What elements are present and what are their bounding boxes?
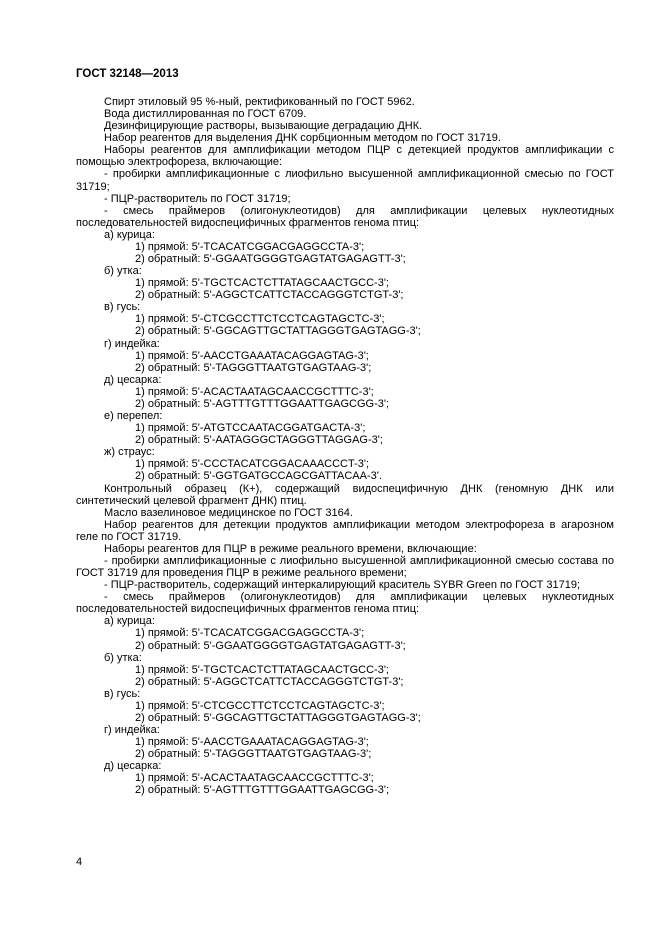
primer-line: 2) обратный: 5'-GGCAGTTGCTATTAGGGTGAGTAGG-3';: [135, 711, 421, 724]
species-label: д) цесарка:: [104, 373, 162, 386]
paragraph: Наборы реагентов для амплификации методом ПЦР с детекцией продуктов амплификации с помощью электрофореза, включающие:: [76, 144, 614, 169]
primer-line: 2) обратный: 5'-AGGCTCATTCTACCAGGGTCTGT-3';: [135, 289, 404, 302]
page-number: 4: [76, 856, 83, 868]
document-body: [76, 96, 614, 797]
primer-line: 2) обратный: 5'-GGCAGTTGCTATTAGGGTGAGTAGG-3';: [135, 325, 421, 338]
species-label: г) индейка:: [104, 337, 160, 350]
primer-line: 1) прямой: 5'-CTCGCCTTCTCCTCAGTAGCTC-3';: [135, 313, 385, 326]
paragraph: Набор реагентов для выделения ДНК сорбционным методом по ГОСТ 31719.: [104, 132, 501, 145]
paragraph: - ПЦР-растворитель по ГОСТ 31719;: [104, 192, 291, 205]
species-label: а) курица:: [104, 228, 155, 241]
paragraph: Дезинфицирующие растворы, вызывающие деградацию ДНК.: [104, 120, 423, 133]
species-label: б) утка:: [104, 265, 142, 278]
primer-line: 2) обратный: 5'-AATAGGGCTAGGGTTAGGAG-3';: [135, 434, 383, 447]
species-label: а) курица:: [104, 615, 155, 628]
paragraph: - пробирки амплификационные с лиофильно высушенной амплификационной смесью по ГОСТ 31719;: [76, 168, 614, 193]
primer-line: 2) обратный: 5'-AGTTTGTTTGGAATTGAGCGG-3';: [135, 784, 390, 797]
primer-line: 1) прямой: 5'-TCACATCGGACGAGGCCTA-3';: [135, 240, 365, 253]
primer-line: 2) обратный: 5'-GGAATGGGGTGAGTATGAGAGTT-3';: [135, 639, 406, 652]
paragraph: Наборы реагентов для ПЦР в режиме реального времени, включающие:: [104, 542, 477, 555]
primer-line: 2) обратный: 5'-AGGCTCATTCTACCAGGGTCTGT-3';: [135, 675, 404, 688]
paragraph: Контрольный образец (К+), содержащий видоспецифичную ДНК (геномную ДНК или синтетический целевой фрагмент ДНК) птиц.: [76, 482, 614, 507]
primer-line: 1) прямой: 5'-CCCTACATCGGACAAACCCT-3';: [135, 458, 370, 471]
primer-line: 1) прямой: 5'-AACCTGAAATACAGGAGTAG-3';: [135, 736, 369, 749]
species-label: в) гусь:: [104, 687, 141, 700]
primer-line: 1) прямой: 5'-CTCGCCTTCTCCTCAGTAGCTC-3';: [135, 699, 385, 712]
primer-line: 2) обратный: 5'-GGTGATGCCAGCGATTACAA-3'.: [135, 470, 382, 483]
primer-line: 1) прямой: 5'-TGCTCACTCTTATAGCAACTGCC-3';: [135, 277, 389, 290]
species-label: г) индейка:: [104, 724, 160, 737]
paragraph: - ПЦР-растворитель, содержащий интеркалирующий краситель SYBR Green по ГОСТ 31719;: [104, 579, 581, 592]
paragraph: Спирт этиловый 95 %-ный, ректификованный по ГОСТ 5962.: [104, 96, 415, 108]
species-label: е) перепел:: [104, 410, 163, 423]
paragraph: - смесь праймеров (олигонуклеотидов) для амплификации целевых нуклеотидных последовательностей видоспецифичных фрагментов генома птиц:: [76, 591, 614, 616]
paragraph: Масло вазелиновое медицинское по ГОСТ 3164.: [104, 506, 353, 519]
primer-line: 2) обратный: 5'-GGAATGGGGTGAGTATGAGAGTT-3';: [135, 253, 406, 266]
species-label: ж) страус:: [104, 446, 155, 459]
primer-line: 2) обратный: 5'-TAGGGTTAATGTGAGTAAG-3';: [135, 361, 372, 374]
primer-line: 1) прямой: 5'-ACACTAATAGCAACCGCTTTC-3';: [135, 385, 374, 398]
paragraph: - смесь праймеров (олигонуклеотидов) для амплификации целевых нуклеотидных последовательностей видоспецифичных фрагментов генома птиц:: [76, 204, 614, 229]
species-label: б) утка:: [104, 651, 142, 664]
primer-line: 1) прямой: 5'-TCACATCGGACGAGGCCTA-3';: [135, 627, 365, 640]
primer-line: 1) прямой: 5'-TGCTCACTCTTATAGCAACTGCC-3';: [135, 663, 389, 676]
primer-line: 1) прямой: 5'-ATGTCCAATACGGATGACTA-3';: [135, 422, 366, 435]
primer-line: 2) обратный: 5'-TAGGGTTAATGTGAGTAAG-3';: [135, 748, 372, 761]
paragraph: Вода дистиллированная по ГОСТ 6709.: [104, 108, 307, 121]
paragraph: - пробирки амплификационные с лиофильно высушенной амплификационной смесью состава по ГОСТ 31719 для проведения ПЦР в режиме реального времени;: [76, 554, 614, 580]
primer-line: 1) прямой: 5'-AACCTGAAATACAGGAGTAG-3';: [135, 349, 369, 362]
paragraph: Набор реагентов для детекции продуктов амплификации методом электрофореза в агарозном геле по ГОСТ 31719.: [76, 518, 614, 543]
primer-line: 1) прямой: 5'-ACACTAATAGCAACCGCTTTC-3';: [135, 772, 374, 785]
document-header: ГОСТ 32148—2013: [76, 68, 179, 80]
species-label: д) цесарка:: [104, 760, 162, 773]
primer-line: 2) обратный: 5'-AGTTTGTTTGGAATTGAGCGG-3';: [135, 397, 390, 410]
species-label: в) гусь:: [104, 301, 141, 314]
